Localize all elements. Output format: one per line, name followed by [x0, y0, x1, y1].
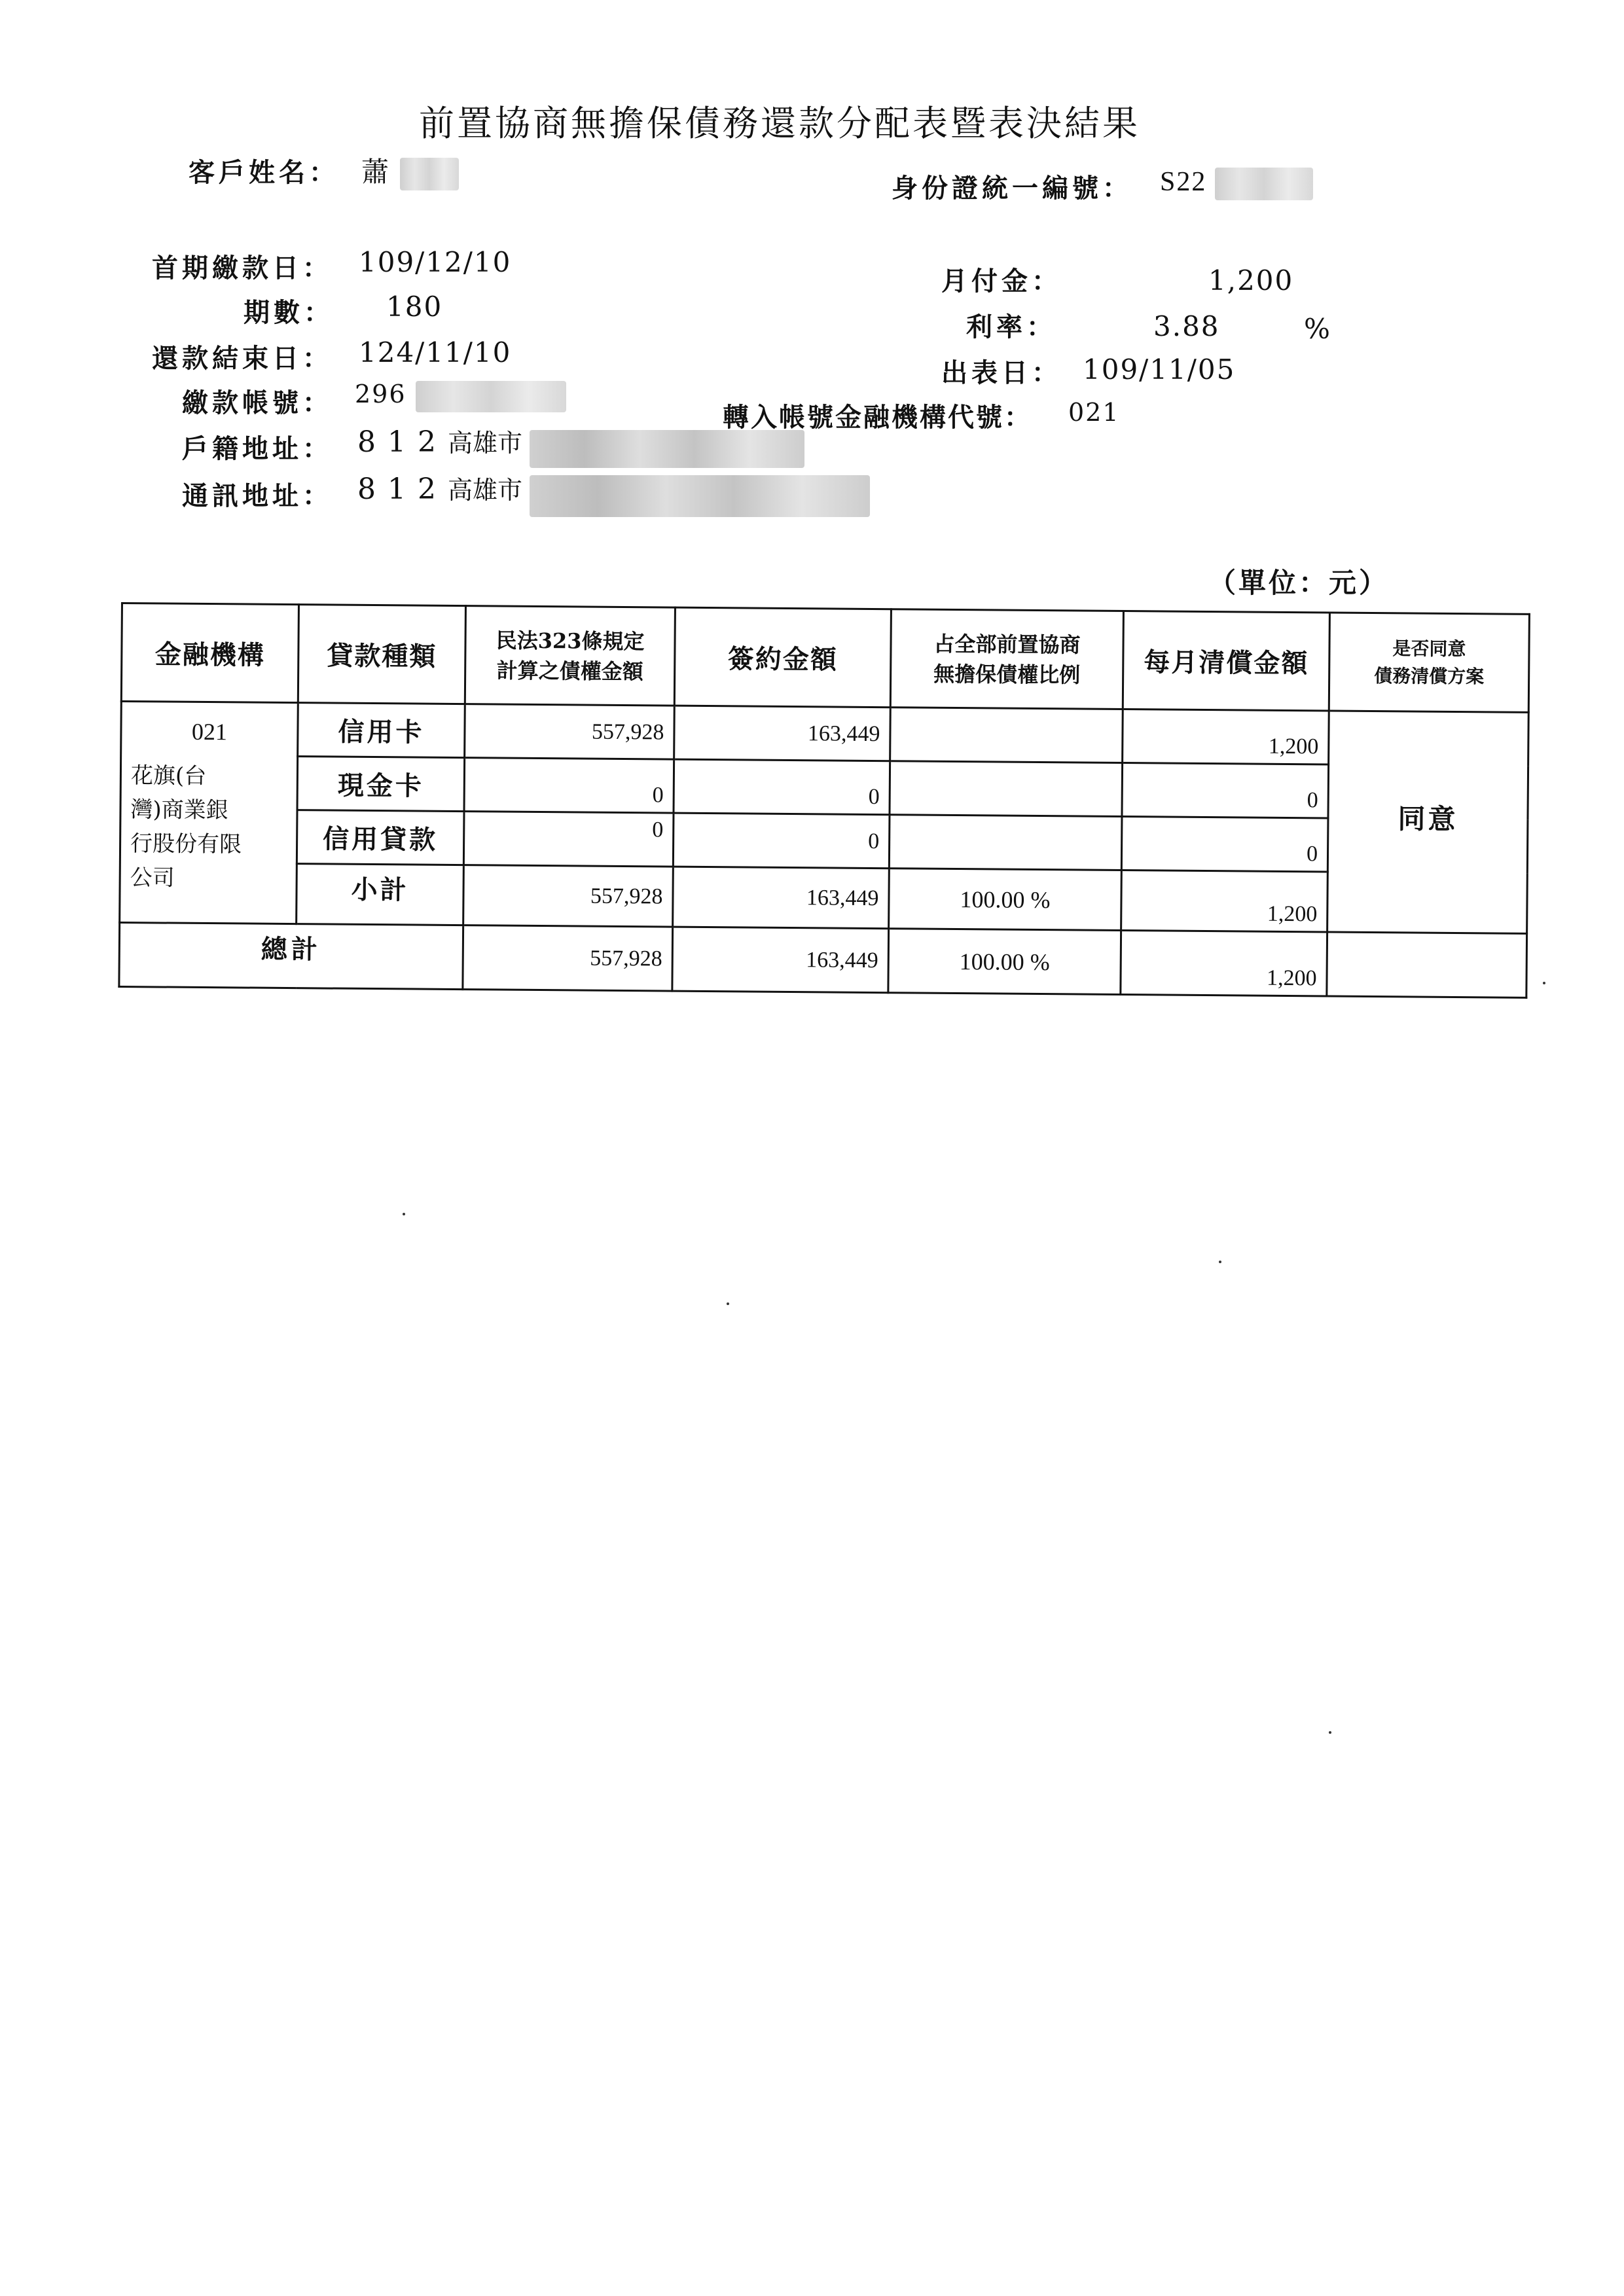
total-row	[119, 922, 1527, 997]
end-date-label: 還款結束日：	[152, 343, 333, 374]
allocation-table-wrapper	[118, 602, 1530, 999]
unit-note: （單位：元）	[1208, 567, 1390, 599]
loan-type-credit-card: 信用卡	[298, 703, 465, 758]
monthly-credit-card: 1,200	[1123, 709, 1329, 764]
institution-cell	[120, 702, 298, 924]
total-ratio: 100.00 %	[888, 929, 1121, 995]
header-ratio-line2: 無擔保債權比例	[933, 661, 1081, 688]
mailing-postcode: 812	[357, 473, 448, 506]
scan-speck	[1219, 1261, 1221, 1263]
institution-code: 021	[191, 718, 228, 745]
institution-name-line: 花旗(台	[130, 762, 207, 790]
monthly-cash-card: 0	[1122, 763, 1329, 818]
table-header-row	[121, 603, 1529, 713]
claim-credit-card: 557,928	[465, 704, 675, 760]
first-payment-label: 首期繳款日：	[152, 253, 333, 283]
agreement-cell: 同意	[1327, 711, 1529, 933]
total-monthly: 1,200	[1121, 931, 1327, 996]
claim-cash-card: 0	[464, 758, 674, 814]
registered-city: 高雄市	[447, 429, 522, 457]
scan-speck	[403, 1213, 405, 1215]
header-monthly-payment: 每月清償金額	[1123, 611, 1329, 711]
interest-rate-label: 利率：	[966, 312, 1056, 342]
redacted-id-block	[1215, 168, 1313, 200]
issue-date-label: 出表日：	[941, 357, 1062, 388]
document-title: 前置協商無擔保債務還款分配表暨表決結果	[419, 103, 1140, 144]
scan-speck	[727, 1302, 729, 1305]
total-claim: 557,928	[463, 925, 673, 992]
account-label: 繳款帳號：	[182, 387, 333, 418]
header-agree-line2: 債務清償方案	[1374, 664, 1485, 687]
header-claim-line2: 計算之債權金額	[496, 658, 643, 684]
bank-code-label: 轉入帳號金融機構代號：	[723, 402, 1032, 433]
institution-name-line: 灣)商業銀	[130, 797, 228, 824]
institution-name-line: 公司	[130, 865, 175, 891]
first-payment-value: 109/12/10	[359, 246, 512, 278]
signed-credit-card: 163,449	[674, 706, 891, 761]
interest-rate-unit: %	[1304, 313, 1331, 345]
redacted-registered-address	[530, 430, 804, 468]
mailing-address-label: 通訊地址：	[182, 480, 333, 511]
interest-rate-value: 3.88	[1153, 310, 1220, 342]
monthly-payment-label: 月付金：	[941, 266, 1062, 296]
header-claim-amount	[465, 606, 675, 706]
signed-personal-loan: 0	[673, 813, 890, 869]
signed-cash-card: 0	[674, 759, 890, 815]
monthly-personal-loan: 0	[1121, 817, 1328, 872]
periods-label: 期數：	[244, 297, 334, 328]
id-number-visible: S22	[1160, 167, 1207, 197]
ratio-personal-loan	[889, 815, 1122, 870]
header-loan-type: 貸款種類	[298, 605, 465, 704]
ratio-credit-card	[890, 708, 1123, 763]
scan-speck	[1329, 1731, 1331, 1734]
scan-speck	[1543, 982, 1545, 984]
subtotal-label: 小計	[297, 864, 464, 925]
mailing-city: 高雄市	[447, 476, 522, 505]
redacted-account-block	[416, 381, 566, 412]
redacted-mailing-address	[530, 475, 870, 517]
header-ratio-line1: 占全部前置協商	[933, 631, 1081, 658]
mailing-address-value	[357, 470, 870, 517]
loan-type-personal-loan: 信用貸款	[297, 810, 464, 865]
header-signed-amount: 簽約金額	[674, 607, 891, 708]
header-agree-line1: 是否同意	[1392, 637, 1466, 660]
ratio-cash-card	[890, 761, 1123, 817]
id-number-value	[1160, 166, 1313, 200]
loan-type-cash-card: 現金卡	[297, 757, 465, 812]
registered-postcode: 812	[357, 425, 448, 459]
customer-name-value	[361, 151, 459, 190]
header-ratio	[890, 609, 1123, 709]
subtotal-monthly: 1,200	[1121, 870, 1328, 932]
account-value	[355, 380, 566, 412]
allocation-table	[118, 602, 1530, 999]
periods-value: 180	[386, 291, 443, 323]
customer-name-visible: 蕭	[361, 156, 391, 188]
total-agreement-empty	[1327, 932, 1527, 997]
header-claim-line1: 民法323條規定	[496, 627, 645, 654]
total-label: 總計	[119, 922, 463, 989]
total-signed: 163,449	[672, 927, 889, 993]
customer-name-label: 客戶姓名：	[189, 157, 339, 188]
header-agreement	[1329, 613, 1529, 712]
account-visible: 296	[355, 380, 406, 408]
issue-date-value: 109/11/05	[1083, 353, 1236, 386]
id-number-label: 身份證統一編號：	[892, 173, 1132, 204]
header-institution: 金融機構	[121, 603, 298, 703]
bank-code-value: 021	[1068, 398, 1120, 427]
registered-address-label: 戶籍地址：	[182, 433, 333, 464]
subtotal-row	[120, 862, 1528, 933]
subtotal-ratio: 100.00 %	[889, 869, 1122, 931]
subtotal-claim: 557,928	[463, 865, 674, 927]
monthly-payment-value: 1,200	[1208, 264, 1294, 296]
end-date-value: 124/11/10	[359, 336, 512, 368]
claim-personal-loan: 0	[463, 812, 674, 867]
institution-name-line: 行股份有限	[130, 831, 242, 858]
redacted-name-block	[400, 158, 459, 190]
subtotal-signed: 163,449	[673, 867, 890, 929]
